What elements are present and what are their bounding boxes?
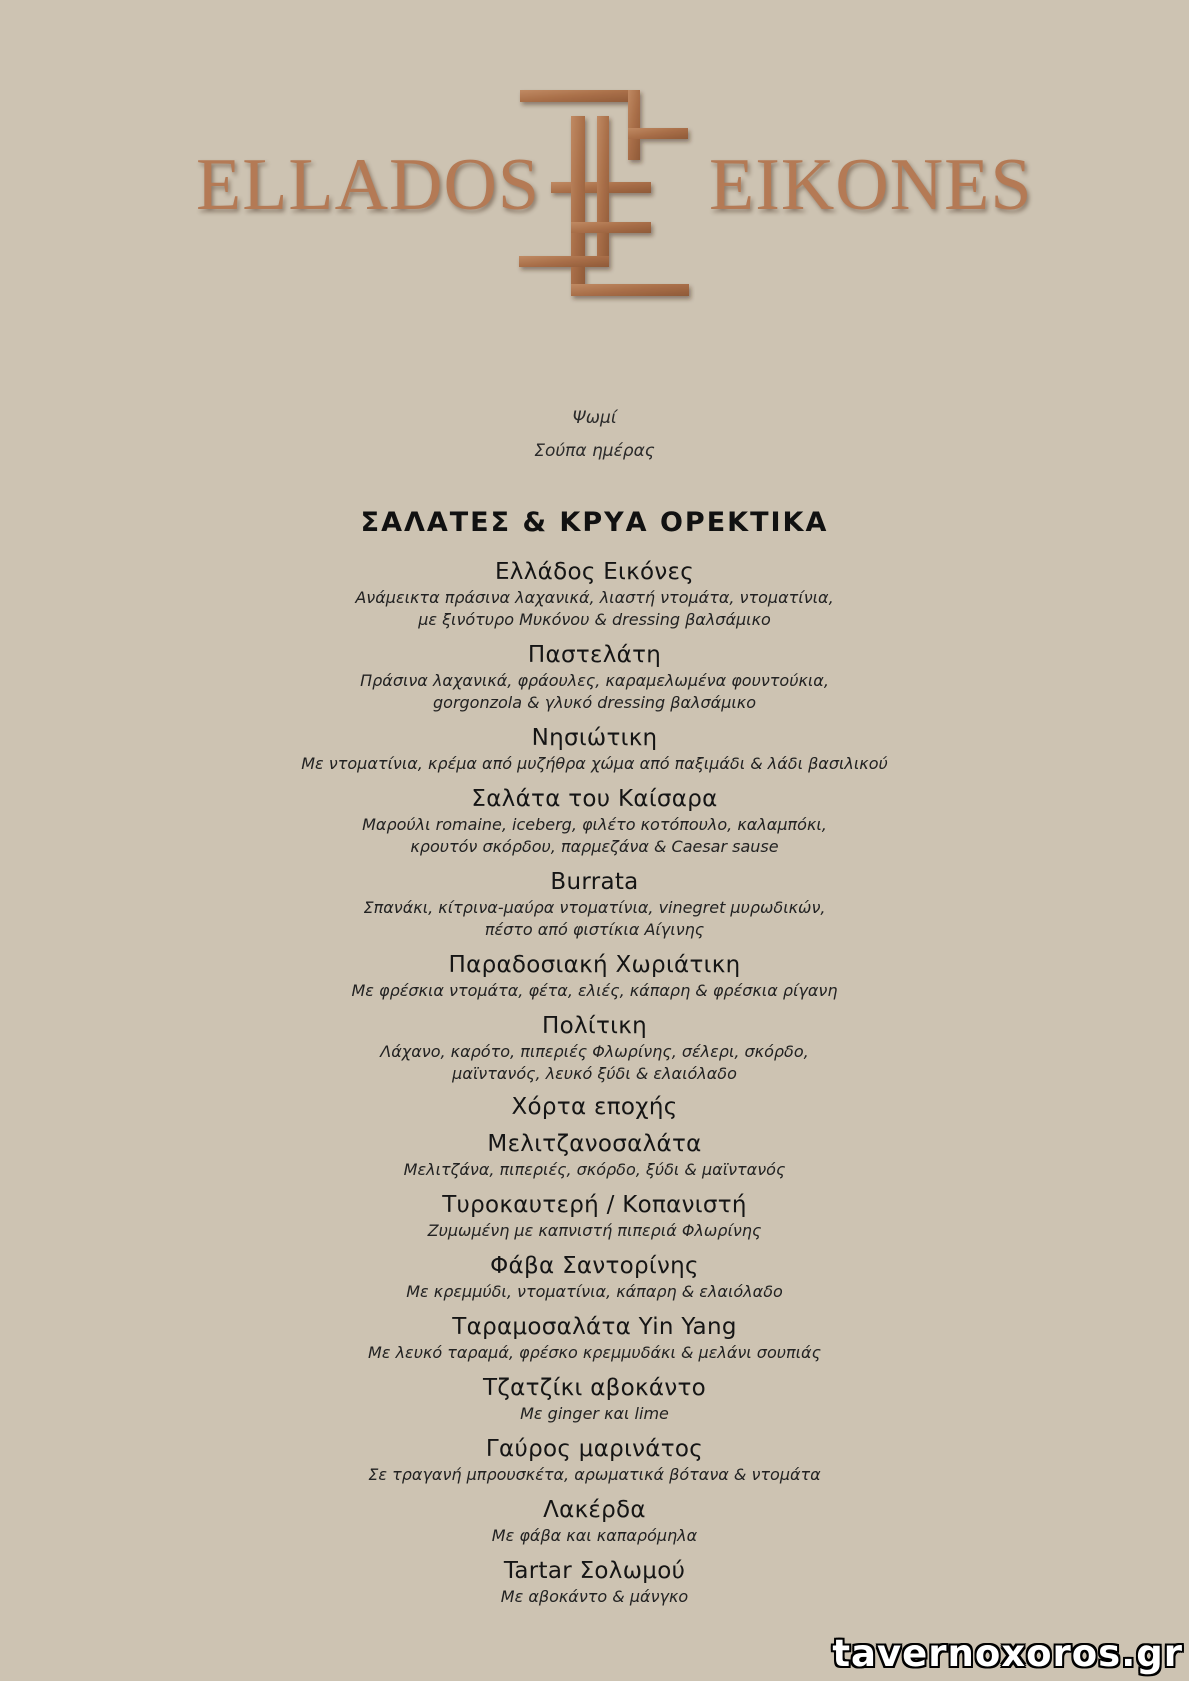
menu-item-name: Χόρτα εποχής (511, 1094, 678, 1120)
menu-item (0, 1093, 1189, 1122)
menu-list (0, 548, 1189, 1608)
menu-item (0, 785, 1189, 858)
menu-item-description: μαϊντανός, λευκό ξύδι & ελαιόλαδο (452, 1064, 737, 1083)
menu-item-name: Φάβα Σαντορίνης (490, 1253, 699, 1279)
menu-item-name: Γαύρος μαρινάτος (485, 1436, 704, 1462)
menu-item (0, 1496, 1189, 1547)
menu-item-description: Με αβοκάντο & μάνγκο (500, 1587, 689, 1606)
watermark: tavernoxoros.gr (832, 1632, 1183, 1675)
menu-item (0, 1012, 1189, 1085)
menu-item (0, 558, 1189, 631)
menu-item (0, 1557, 1189, 1608)
menu-item (0, 724, 1189, 775)
menu-item-name: Μελιτζανοσαλάτα (487, 1131, 702, 1157)
intro-bread: Ψωμί (572, 408, 617, 428)
menu-item-description: Με φρέσκια ντομάτα, φέτα, ελιές, κάπαρη & φρέσκια ρίγανη (351, 981, 838, 1000)
menu-item-description: Σπανάκι, κίτρινα-μαύρα ντοματίνια, vinegret μυρωδικών, (363, 898, 826, 917)
menu-item-name: Παστελάτη (527, 642, 662, 668)
menu-item-description: Ζυμωμένη με καπνιστή πιπεριά Φλωρίνης (427, 1221, 762, 1240)
menu-item-description: gorgonzola & γλυκό dressing βαλσάμικο (433, 693, 756, 712)
menu-item-description: Με ginger και lime (520, 1404, 669, 1423)
menu-item-description: Πράσινα λαχανικά, φράουλες, καραμελωμένα φουντούκια, (360, 671, 829, 690)
menu-item-description: Με λευκό ταραμά, φρέσκο κρεμμυδάκι & μελάνι σουπιάς (368, 1343, 821, 1362)
menu-item-description: Ανάμεικτα πράσινα λαχανικά, λιαστή ντομάτα, ντοματίνια, (355, 588, 834, 607)
menu-item (0, 1252, 1189, 1303)
logo-word-right: EIKONES (709, 144, 1033, 226)
menu-item (0, 1435, 1189, 1486)
menu-item (0, 868, 1189, 941)
menu-item (0, 1130, 1189, 1181)
menu-item-description: πέστο από φιστίκια Αίγινης (484, 920, 705, 939)
menu-item-description: με ξινότυρο Μυκόνου & dressing βαλσάμικο (418, 610, 771, 629)
ee-monogram-icon (515, 86, 695, 304)
menu-item (0, 1313, 1189, 1364)
menu-item (0, 641, 1189, 714)
menu-item (0, 951, 1189, 1002)
menu-item-name: Burrata (550, 869, 639, 895)
menu-item-name: Τυροκαυτερή / Κοπανιστή (442, 1192, 747, 1218)
menu-item-name: Ελλάδος Εικόνες (494, 559, 695, 585)
menu-item-name: Σαλάτα του Καίσαρα (471, 786, 718, 812)
menu-item-name: Τζατζίκι αβοκάντο (482, 1375, 706, 1401)
menu-item-description: Σε τραγανή μπρουσκέτα, αρωματικά βότανα & ντομάτα (368, 1465, 821, 1484)
menu-item-description: Με φάβα και καπαρόμηλα (491, 1526, 698, 1545)
menu-item-name: Tartar Σολωμού (503, 1558, 686, 1584)
menu-item-description: Με κρεμμύδι, ντοματίνια, κάπαρη & ελαιόλαδο (406, 1282, 783, 1301)
section-title: ΣΑΛΑΤΕΣ & ΚΡΥΑ ΟΡΕΚΤΙΚΑ (360, 507, 829, 538)
menu-item-description: Μαρούλι romaine, iceberg, φιλέτο κοτόπουλο, καλαμπόκι, (362, 815, 827, 834)
menu-item-name: Πολίτικη (542, 1013, 647, 1039)
menu-item-name: Ταραμοσαλάτα Yin Yang (452, 1314, 737, 1340)
logo-word-left: ELLADOS (196, 144, 541, 226)
menu-item-name: Λακέρδα (543, 1497, 646, 1523)
menu-item-description: κρουτόν σκόρδου, παρμεζάνα & Caesar sause (410, 837, 779, 856)
menu-item (0, 1374, 1189, 1425)
intro-soup: Σούπα ημέρας (534, 441, 655, 461)
menu-item-description: Μελιτζάνα, πιπεριές, σκόρδο, ξύδι & μαϊντανός (403, 1160, 786, 1179)
menu-item-name: Παραδοσιακή Χωριάτικη (448, 952, 741, 978)
menu-item (0, 1191, 1189, 1242)
menu-item-description: Λάχανο, καρότο, πιπεριές Φλωρίνης, σέλερι, σκόρδο, (380, 1042, 809, 1061)
menu-item-description: Με ντοματίνια, κρέμα από μυζήθρα χώμα από παξιμάδι & λάδι βασιλικού (301, 754, 888, 773)
menu-item-name: Νησιώτικη (531, 725, 658, 751)
